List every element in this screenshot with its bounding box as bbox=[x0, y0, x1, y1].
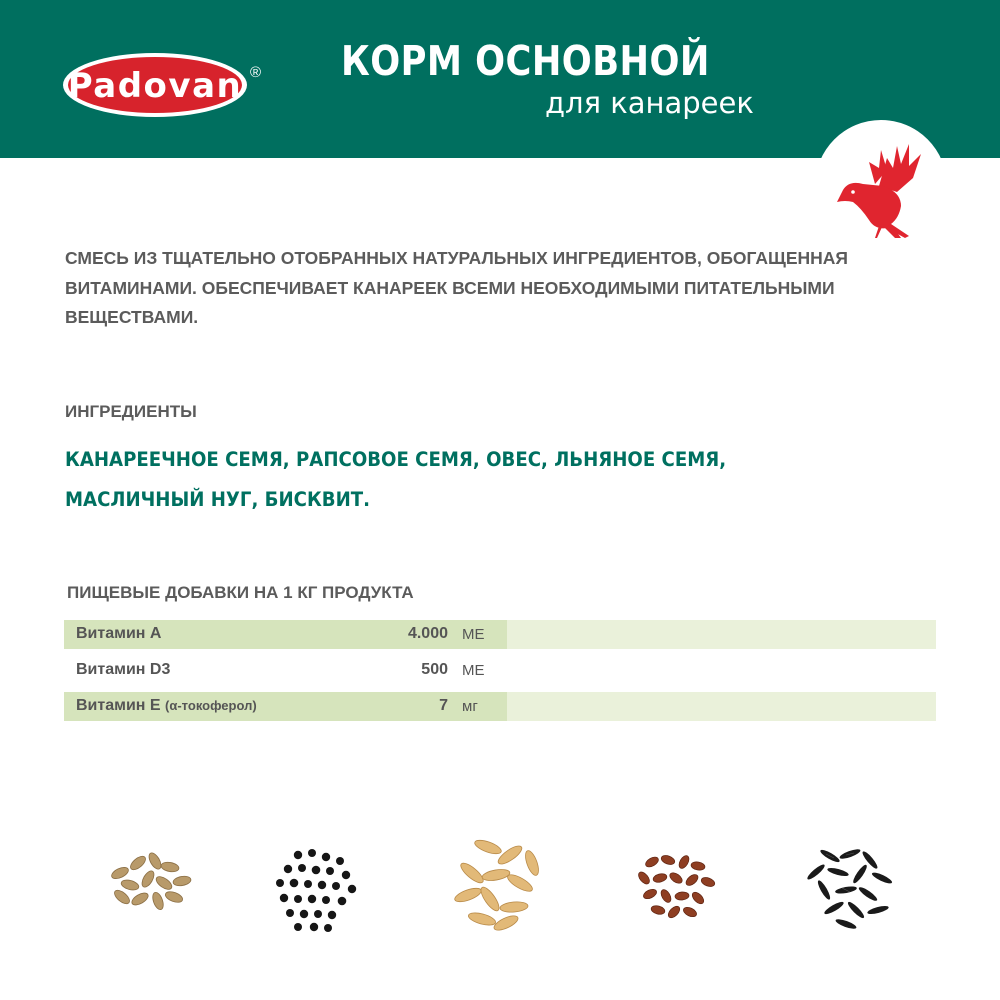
vitamin-unit: МЕ bbox=[462, 662, 485, 679]
ingredients-list: КАНАРЕЕЧНОЕ СЕМЯ, РАПСОВОЕ СЕМЯ, ОВЕС, ЛЬНЯНОЕ СЕМЯ, МАСЛИЧНЫЙ НУГ, БИСКВИТ. bbox=[65, 448, 727, 511]
product-description: СМЕСЬ ИЗ ТЩАТЕЛЬНО ОТОБРАННЫХ НАТУРАЛЬНЫХ ИНГРЕДИЕНТОВ, ОБОГАЩЕННАЯ ВИТАМИНАМИ. ОБЕСПЕЧИВАЕТ КАНАРЕЕК ВСЕМИ НЕОБХОДИМЫМИ ПИТАТЕЛЬНЫМИ ВЕЩЕСТВАМИ. bbox=[65, 248, 848, 327]
canary-bird-icon bbox=[835, 140, 925, 240]
flaxseed-icon bbox=[630, 848, 720, 928]
vitamin-unit: мг bbox=[462, 698, 478, 715]
page-title: КОРМ ОСНОВНОЙ bbox=[341, 37, 710, 85]
vitamin-value: 4.000 bbox=[407, 625, 448, 642]
registered-mark: ® bbox=[250, 64, 262, 81]
padovan-logo bbox=[62, 52, 248, 118]
niger-seed-icon bbox=[800, 842, 900, 932]
canary-seed-icon bbox=[100, 845, 200, 925]
vitamin-value: 7 bbox=[439, 697, 448, 714]
oat-icon bbox=[448, 833, 548, 933]
table-row bbox=[64, 656, 936, 685]
additives-table bbox=[64, 620, 936, 728]
table-row bbox=[64, 620, 936, 649]
additives-heading: ПИЩЕВЫЕ ДОБАВКИ НА 1 КГ ПРОДУКТА bbox=[67, 583, 414, 602]
vitamin-unit: МЕ bbox=[462, 626, 485, 643]
ingredients-heading: ИНГРЕДИЕНТЫ bbox=[65, 402, 197, 421]
page-subtitle: для канареек bbox=[545, 86, 754, 120]
vitamin-name: Витамин А bbox=[76, 625, 162, 642]
vitamin-name: Витамин Е (α-токоферол) bbox=[76, 697, 257, 714]
vitamin-note: (α-токоферол) bbox=[165, 698, 257, 713]
vitamin-name: Витамин D3 bbox=[76, 661, 171, 678]
vitamin-value: 500 bbox=[421, 661, 448, 678]
logo-wordmark: Padovan bbox=[67, 66, 243, 106]
rapeseed-icon bbox=[268, 843, 368, 935]
table-row bbox=[64, 692, 936, 721]
